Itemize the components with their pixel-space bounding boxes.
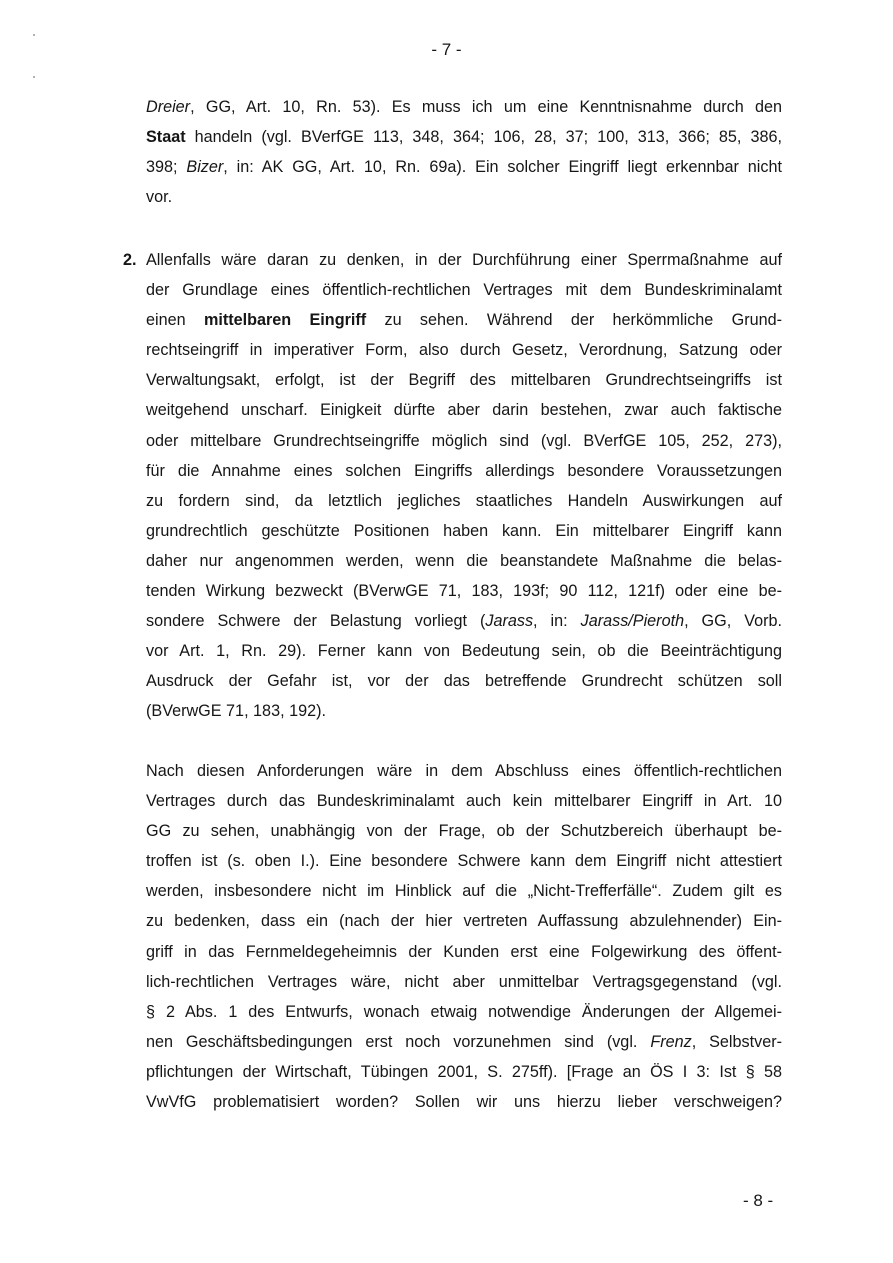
text-run: § 2 Abs. 1 des Entwurfs, wonach etwaig notwendige Änderungen der Allgemei- [146, 1002, 782, 1021]
text-run: troffen ist (s. oben I.). Eine besondere Schwere kann dem Eingriff nicht attestiert [146, 852, 782, 871]
text-line [146, 395, 782, 425]
text-run: GG zu sehen, unabhängig von der Frage, ob der Schutzbereich überhaupt be- [146, 822, 782, 841]
paragraph-conclusion [146, 756, 782, 1117]
text-line [146, 92, 782, 122]
text-line [146, 1057, 782, 1087]
text-run: griff in das Fernmeldegeheimnis der Kunden erst eine Folgewirkung des öffent- [146, 942, 782, 961]
text-line [146, 937, 782, 967]
text-run: sondere Schwere der Belastung vorliegt ( [146, 612, 486, 631]
text-line [146, 876, 782, 906]
text-line [146, 426, 782, 456]
citation-author: Dreier [146, 98, 191, 116]
text-run: grundrechtlich geschützte Positionen haben kann. Ein mittelbarer Eingriff kann [146, 521, 782, 540]
citation-author: Jarass/Pieroth [580, 612, 685, 631]
text-line [146, 486, 782, 516]
emphasis-text: mittelbaren Eingriff [203, 311, 367, 330]
text-line [146, 666, 782, 696]
list-item-number: 2. [123, 251, 137, 269]
text-run: zu bedenken, dass ein (nach der hier vertreten Auffassung abzulehnender) Ein- [146, 912, 782, 931]
text-run: weitgehend unscharf. Einigkeit dürfte aber darin bestehen, zwar auch faktische [146, 401, 782, 420]
text-run: zu fordern sind, da letztlich jegliches staatliches Handeln Auswirkungen auf [146, 491, 782, 510]
text-run: Allenfalls wäre daran zu denken, in der Durchführung einer Sperrmaßnahme auf [146, 251, 782, 269]
emphasis-text: Staat [146, 128, 186, 147]
text-run: werden, insbesondere nicht im Hinblick auf die „Nicht-Trefferfälle“. Zudem gilt es [146, 882, 782, 901]
page-number-top: - 7 - [431, 40, 462, 59]
text-line [146, 1027, 782, 1057]
text-run: VwVfG problematisiert worden? Sollen wir uns hierzu lieber verschweigen? [146, 1093, 782, 1112]
text-run: Vertrages durch das Bundeskriminalamt auch kein mittelbarer Eingriff in Art. 10 [146, 792, 782, 811]
text-line [146, 122, 782, 152]
scan-artifact-dot [33, 34, 35, 36]
text-line [146, 335, 782, 365]
text-run: Verwaltungsakt, erfolgt, ist der Begriff des mittelbaren Grundrechtseingriffs ist [146, 371, 782, 390]
text-run: , GG, Art. 10, Rn. 53). Es muss ich um eine Kenntnisnahme durch den [190, 98, 782, 116]
text-run: (BVerwGE 71, 183, 192). [146, 702, 326, 721]
text-line [146, 305, 782, 335]
text-run: handeln (vgl. BVerfGE 113, 348, 364; 106, 28, 37; 100, 313, 366; 85, 386, [185, 128, 782, 147]
text-line [146, 275, 782, 305]
text-line [146, 576, 782, 606]
text-run: der Grundlage eines öffentlich-rechtlichen Vertrages mit dem Bundeskriminalamt [146, 281, 782, 300]
text-line [146, 546, 782, 576]
text-run: , in: AK GG, Art. 10, Rn. 69a). Ein solcher Eingriff liegt erkennbar nicht [223, 158, 782, 177]
text-run: zu sehen. Während der herkömmliche Grund- [366, 311, 782, 330]
text-line [146, 636, 782, 666]
text-run: einen [146, 311, 204, 330]
text-run: vor. [146, 188, 173, 207]
text-line [146, 786, 782, 816]
text-run: vor Art. 1, Rn. 29). Ferner kann von Bedeutung sein, ob die Beeinträchtigung [146, 642, 782, 661]
citation-author: Frenz [650, 1032, 692, 1051]
text-line [146, 245, 782, 275]
page-number-bottom: - 8 - [743, 1191, 774, 1210]
text-line [146, 696, 782, 726]
text-line [146, 152, 782, 182]
paragraph-continuation [146, 92, 782, 212]
text-line [146, 456, 782, 486]
text-line [146, 365, 782, 395]
text-run: Ausdruck der Gefahr ist, vor der das betreffende Grundrecht schützen soll [146, 672, 782, 691]
text-run: tenden Wirkung bezweckt (BVerwGE 71, 183, 193f; 90 112, 121f) oder eine be- [146, 582, 782, 601]
text-run: rechtseingriff in imperativer Form, also durch Gesetz, Verordnung, Satzung oder [146, 341, 782, 360]
citation-author: Jarass [485, 612, 534, 631]
text-run: daher nur angenommen werden, wenn die beanstandete Maßnahme die belas- [146, 551, 782, 570]
text-run: oder mittelbare Grundrechtseingriffe möglich sind (vgl. BVerfGE 105, 252, 273), [146, 431, 782, 450]
citation-author: Bizer [186, 158, 224, 177]
text-run: für die Annahme eines solchen Eingriffs allerdings besondere Voraussetzungen [146, 461, 782, 480]
text-line [146, 1087, 782, 1117]
text-line [146, 516, 782, 546]
text-run: , GG, Vorb. [684, 612, 782, 631]
text-line [146, 906, 782, 936]
text-line [146, 756, 782, 786]
scan-artifact-dot [33, 76, 35, 78]
text-line [146, 967, 782, 997]
list-item-2-text [146, 245, 782, 727]
text-run: nen Geschäftsbedingungen erst noch vorzunehmen sind (vgl. [146, 1032, 651, 1051]
text-line [146, 606, 782, 636]
text-run: pflichtungen der Wirtschaft, Tübingen 2001, S. 275ff). [Frage an ÖS I 3: Ist § 58 [146, 1062, 782, 1081]
text-line [146, 816, 782, 846]
text-line [146, 182, 782, 212]
text-run: 398; [146, 158, 187, 177]
text-line [146, 997, 782, 1027]
text-run: Nach diesen Anforderungen wäre in dem Abschluss eines öffentlich-rechtlichen [146, 762, 782, 780]
text-run: , Selbstver- [691, 1032, 782, 1051]
text-run: , in: [533, 612, 581, 631]
text-run: lich-rechtlichen Vertrages wäre, nicht aber unmittelbar Vertragsgegenstand (vgl. [146, 972, 782, 991]
text-line [146, 846, 782, 876]
